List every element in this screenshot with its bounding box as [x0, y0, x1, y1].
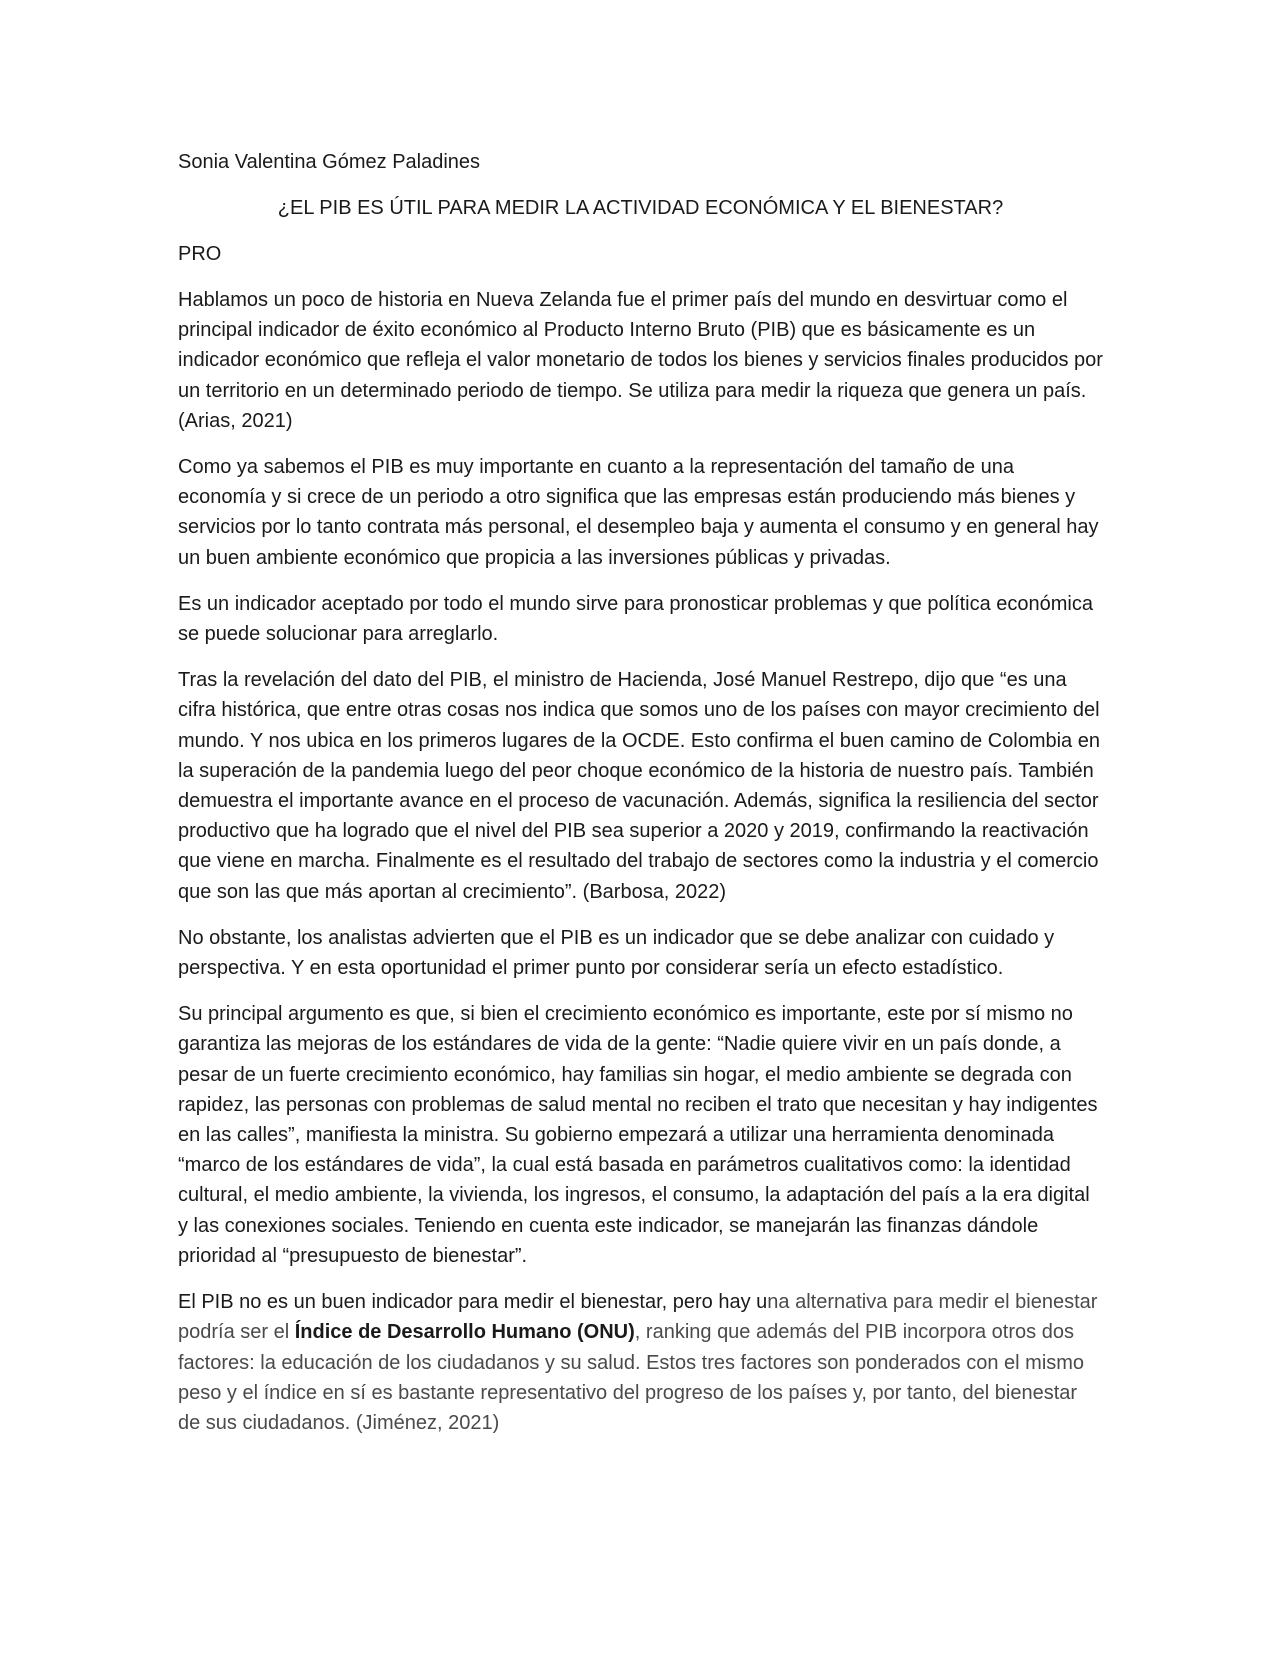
paragraph-7 [178, 1287, 1103, 1438]
author-name: Sonia Valentina Gómez Paladines [178, 151, 481, 173]
document-title: ¿EL PIB ES ÚTIL PARA MEDIR LA ACTIVIDAD ECONÓMICA Y EL BIENESTAR? [277, 197, 1004, 219]
paragraph-2: Como ya sabemos el PIB es muy importante en cuanto a la representación del tamaño de una economía y si crece de un periodo a otro significa que las empresas están produciendo más bienes y servicios por lo tanto contrata más personal, el desempleo baja y aumenta el consumo y en general hay un buen ambiente económico que propicia a las inversiones públicas y privadas. [178, 456, 1099, 569]
paragraph-7-part1: El PIB no es un buen indicador para medir el bienestar, pero hay u [178, 1291, 768, 1314]
document-page [178, 147, 1103, 1454]
paragraph-7-bold: Índice de Desarrollo Humano (ONU) [294, 1321, 635, 1344]
section-label-pro: PRO [178, 243, 222, 265]
paragraph-7-part3: , ranking que además del PIB incorpora otros dos factores: la educación de los ciudadanos y su salud. Estos tres factores son ponderados con el mismo peso y el índice en sí es bastante representativo del progreso de los países y, por tanto, del bienestar de sus ciudadanos. (Jiménez, 2021) [178, 1321, 1085, 1434]
paragraph-6: Su principal argumento es que, si bien el crecimiento económico es importante, este por sí mismo no garantiza las mejoras de los estándares de vida de la gente: “Nadie quiere vivir en un país donde, a pesar de un fuerte crecimiento económico, hay familias sin hogar, el medio ambiente se degrada con rapidez, las personas con problemas de salud mental no reciben el trato que necesitan y hay indigentes en las calles”, manifiesta la ministra. Su gobierno empezará a utilizar una herramienta denominada “marco de los estándares de vida”, la cual está basada en parámetros cualitativos como: la identidad cultural, el medio ambiente, la vivienda, los ingresos, el consumo, la adaptación del país a la era digital y las conexiones sociales. Teniendo en cuenta este indicador, se manejarán las finanzas dándole prioridad al “presupuesto de bienestar”. [178, 1003, 1098, 1267]
paragraph-5: No obstante, los analistas advierten que el PIB es un indicador que se debe analizar con cuidado y perspectiva. Y en esta oportunidad el primer punto por considerar sería un efecto estadístico. [178, 926, 1055, 980]
paragraph-4: Tras la revelación del dato del PIB, el ministro de Hacienda, José Manuel Restrepo, dijo que “es una cifra histórica, que entre otras cosas nos indica que somos uno de los países con mayor crecimiento del mundo. Y nos ubica en los primeros lugares de la OCDE. Esto confirma el buen camino de Colombia en la superación de la pandemia luego del peor choque económico de la historia de nuestro país. También demuestra el importante avance en el proceso de vacunación. Además, significa la resiliencia del sector productivo que ha logrado que el nivel del PIB sea superior a 2020 y 2019, confirmando la reactivación que viene en marcha. Finalmente es el resultado del trabajo de sectores como la industria y el comercio que son las que más aportan al crecimiento”. (Barbosa, 2022) [178, 669, 1100, 903]
paragraph-3: Es un indicador aceptado por todo el mundo sirve para pronosticar problemas y que política económica se puede solucionar para arreglarlo. [178, 592, 1093, 646]
paragraph-1: Hablamos un poco de historia en Nueva Zelanda fue el primer país del mundo en desvirtuar como el principal indicador de éxito económico al Producto Interno Bruto (PIB) que es básicamente es un indicador económico que refleja el valor monetario de todos los bienes y servicios finales producidos por un territorio en un determinado periodo de tiempo. Se utiliza para medir la riqueza que genera un país. (Arias, 2021) [178, 289, 1103, 432]
paragraph-7-part2: na alternativa para medir el bienestar podría ser el [178, 1291, 1098, 1344]
